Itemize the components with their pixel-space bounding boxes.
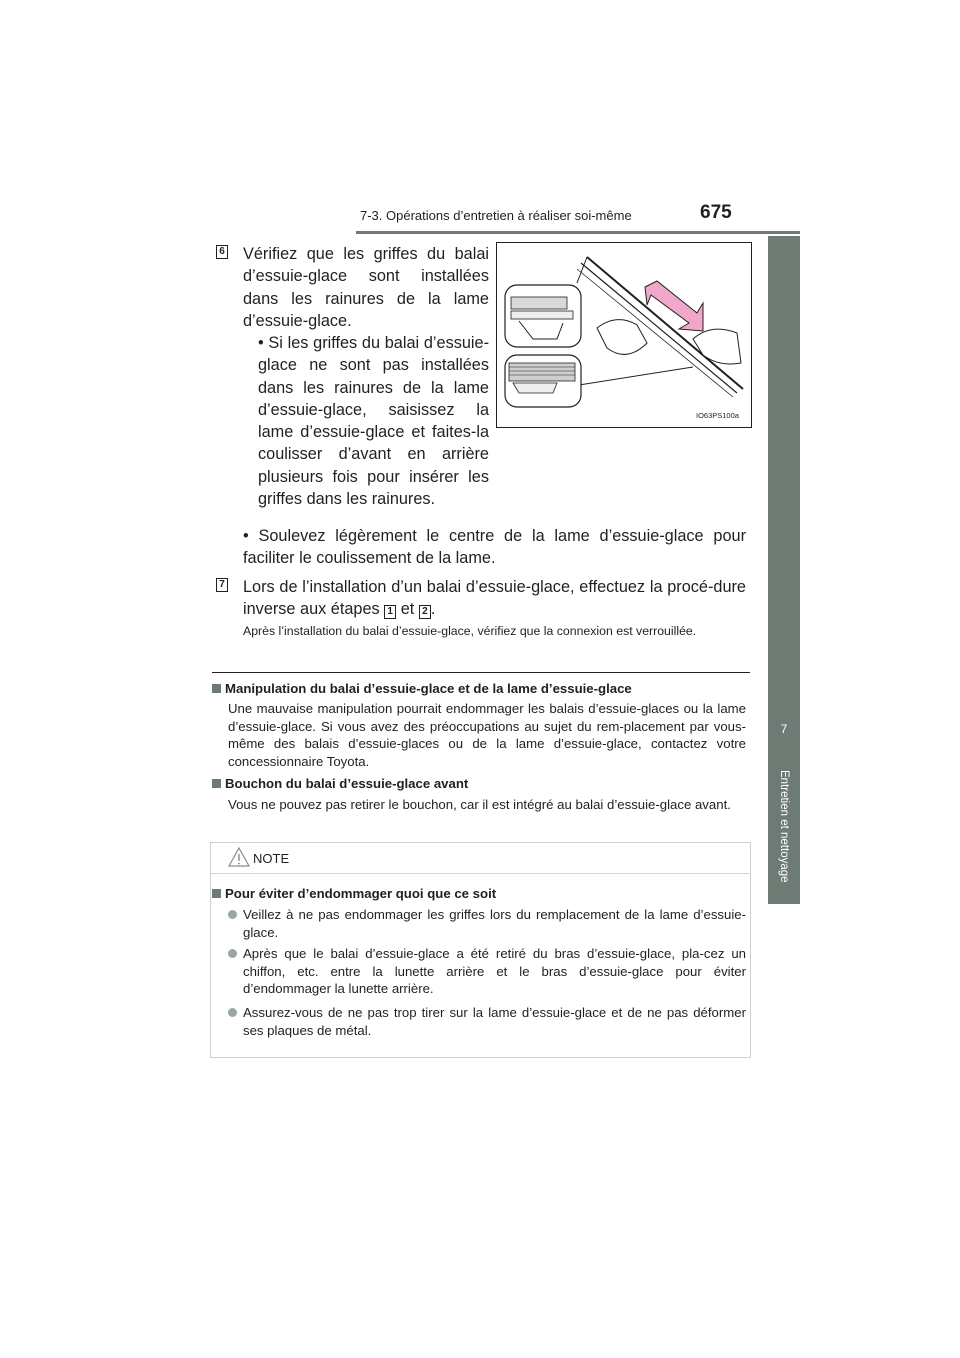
step-6-marker: 6 (216, 245, 228, 259)
chapter-label: Entretien et nettoyage (778, 770, 790, 883)
section-divider (212, 672, 750, 673)
header-rule (356, 231, 800, 234)
section-heading-cap: Bouchon du balai d’essuie-glace avant (212, 776, 468, 791)
note-rule (210, 873, 751, 874)
step-7-text (243, 576, 746, 621)
step-6-text: Vérifiez que les griffes du balai d’essuie-glace sont installées dans les rainures de la lame d’essuie-glace. (243, 245, 489, 330)
step-7-text-before: Lors de l’installation d’un balai d’essuie-glace, effectuez la procé-dure inverse aux étapes (243, 578, 746, 619)
note-bullet: Après que le balai d’essuie-glace a été retiré du bras d’essuie-glace, pla-cez un chiffon, etc. entre la lunette arrière et le bras d’essuie-glace pour éviter d’endommager la lunette arrière. (228, 945, 746, 998)
page-number: 675 (700, 202, 732, 223)
section-body-handling: Une mauvaise manipulation pourrait endommager les balais d’essuie-glaces ou la lame d’essuie-glace. Si vous avez des préoccupations au sujet du rem-placement par vous-même des balais d’essuie-glaces ou de la lame d’essuie-glace, contactez votre concessionnaire Toyota. (228, 701, 746, 769)
step-ref-1: 1 (384, 605, 396, 619)
round-bullet-icon (228, 1008, 237, 1017)
round-bullet-icon (228, 910, 237, 919)
figure-code: IO63PS100a (696, 411, 739, 420)
note-bullet: Assurez-vous de ne pas trop tirer sur la lame d’essuie-glace et de ne pas déformer ses plaques de métal. (228, 1004, 746, 1039)
step-ref-2: 2 (419, 605, 431, 619)
step-7-note: Après l’installation du balai d’essuie-glace, vérifiez que la connexion est verrouillée. (243, 624, 697, 638)
warning-triangle-icon (228, 846, 250, 873)
header-section-title: 7-3. Opérations d’entretien à réaliser soi-même (360, 208, 632, 223)
note-title: NOTE (253, 851, 290, 866)
section-body-cap: Vous ne pouvez pas retirer le bouchon, car il est intégré au balai d’essuie-glace avant. (228, 797, 731, 812)
chapter-number: 7 (780, 722, 788, 736)
round-bullet-icon (228, 949, 237, 958)
square-bullet-icon (212, 684, 221, 693)
step-7-marker: 7 (216, 578, 228, 592)
step-7-text-mid: et (396, 600, 419, 619)
note-bullet: Veillez à ne pas endommager les griffes lors du remplacement de la lame d’essuie-glace. (228, 906, 746, 941)
step-7-text-after: . (430, 600, 436, 619)
wiper-blade-illustration (496, 242, 752, 428)
square-bullet-icon (212, 889, 221, 898)
note-heading: Pour éviter d’endommager quoi que ce soit (212, 886, 496, 901)
square-bullet-icon (212, 779, 221, 788)
wiper-blade-drawing (497, 243, 751, 427)
step-6-bullet-2: • Soulevez légèrement le centre de la lame d’essuie-glace pour faciliter le coulissement de la lame. (243, 527, 746, 568)
section-heading-handling: Manipulation du balai d’essuie-glace et de la lame d’essuie-glace (212, 681, 632, 696)
step-6-bullet-1: • Si les griffes du balai d’essuie-glace ne sont pas installées dans les rainures de la lame d’essuie-glace, saisissez la lame d’essuie-glace et faites-la coulisser d’avant en arrière plusieurs fois pour insérer les griffes dans les rainures. (258, 334, 489, 509)
